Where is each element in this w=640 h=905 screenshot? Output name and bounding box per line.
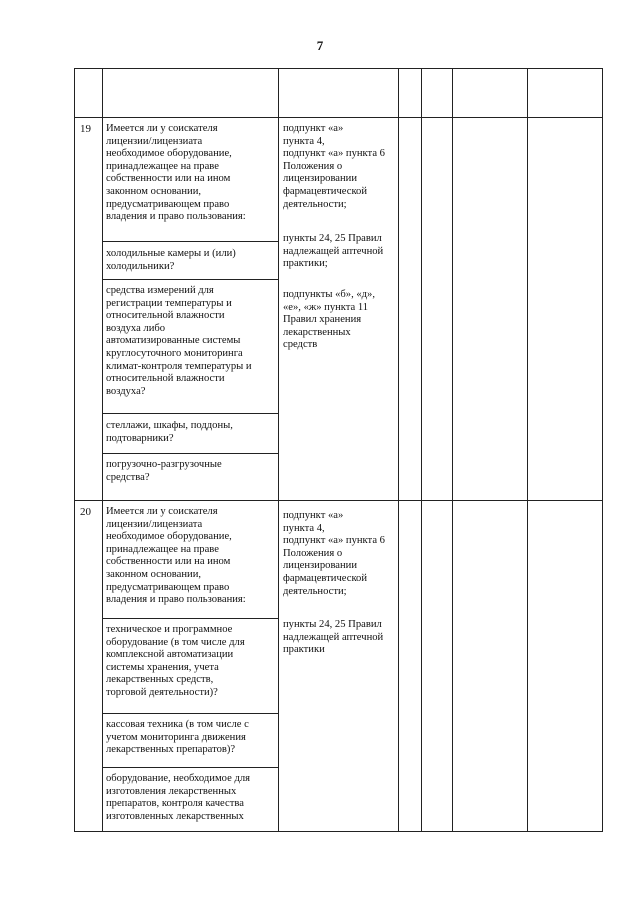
row-number: 19 bbox=[80, 123, 91, 135]
item-software-hardware: техническое и программное оборудование (в том числе для комплексной автоматизации системы хранения, учета лекарственных средств, торговой деятельности)? bbox=[106, 624, 245, 698]
reference-text: пункты 24, 25 Правил надлежащей аптечной практики bbox=[283, 619, 384, 656]
question-text: Имеется ли у соискателя лицензии/лицензиата необходимое оборудование, принадлежащее на праве собственности или на ином законном основании, предусматривающем право владения и право пользования: bbox=[106, 123, 246, 223]
reference-text: пункты 24, 25 Правил надлежащей аптечной практики; bbox=[283, 233, 384, 270]
reference-text: подпункт «а» пункта 4, подпункт «а» пункта 6 Положения о лицензировании фармацевтической деятельности; bbox=[283, 123, 385, 210]
row-number: 20 bbox=[80, 506, 91, 518]
item-cash-register: кассовая техника (в том числе с учетом мониторинга движения лекарственных препаратов)? bbox=[106, 719, 249, 756]
item-manufacturing-equipment: оборудование, необходимое для изготовления лекарственных препаратов, контроля качества изготовленных лекарственных bbox=[106, 773, 250, 822]
item-refrigerators: холодильные камеры и (или) холодильники? bbox=[106, 248, 236, 272]
item-loading-equipment: погрузочно-разгрузочные средства? bbox=[106, 459, 222, 483]
reference-text: подпункты «б», «д», «е», «ж» пункта 11 Правил хранения лекарственных средств bbox=[283, 289, 376, 351]
page-number: 7 bbox=[316, 38, 324, 53]
item-shelving: стеллажи, шкафы, поддоны, подтоварники? bbox=[106, 420, 233, 444]
question-text: Имеется ли у соискателя лицензии/лицензиата необходимое оборудование, принадлежащее на праве собственности или на ином законном основании, предусматривающем право владения и право пользования: bbox=[106, 506, 246, 606]
reference-text: подпункт «а» пункта 4, подпункт «а» пункта 6 Положения о лицензировании фармацевтической деятельности; bbox=[283, 510, 385, 597]
item-measuring-instruments: средства измерений для регистрации температуры и относительной влажности воздуха либо автоматизированные системы круглосуточного мониторинга климат-контроля температуры и относительной влажности воздуха? bbox=[106, 285, 252, 397]
